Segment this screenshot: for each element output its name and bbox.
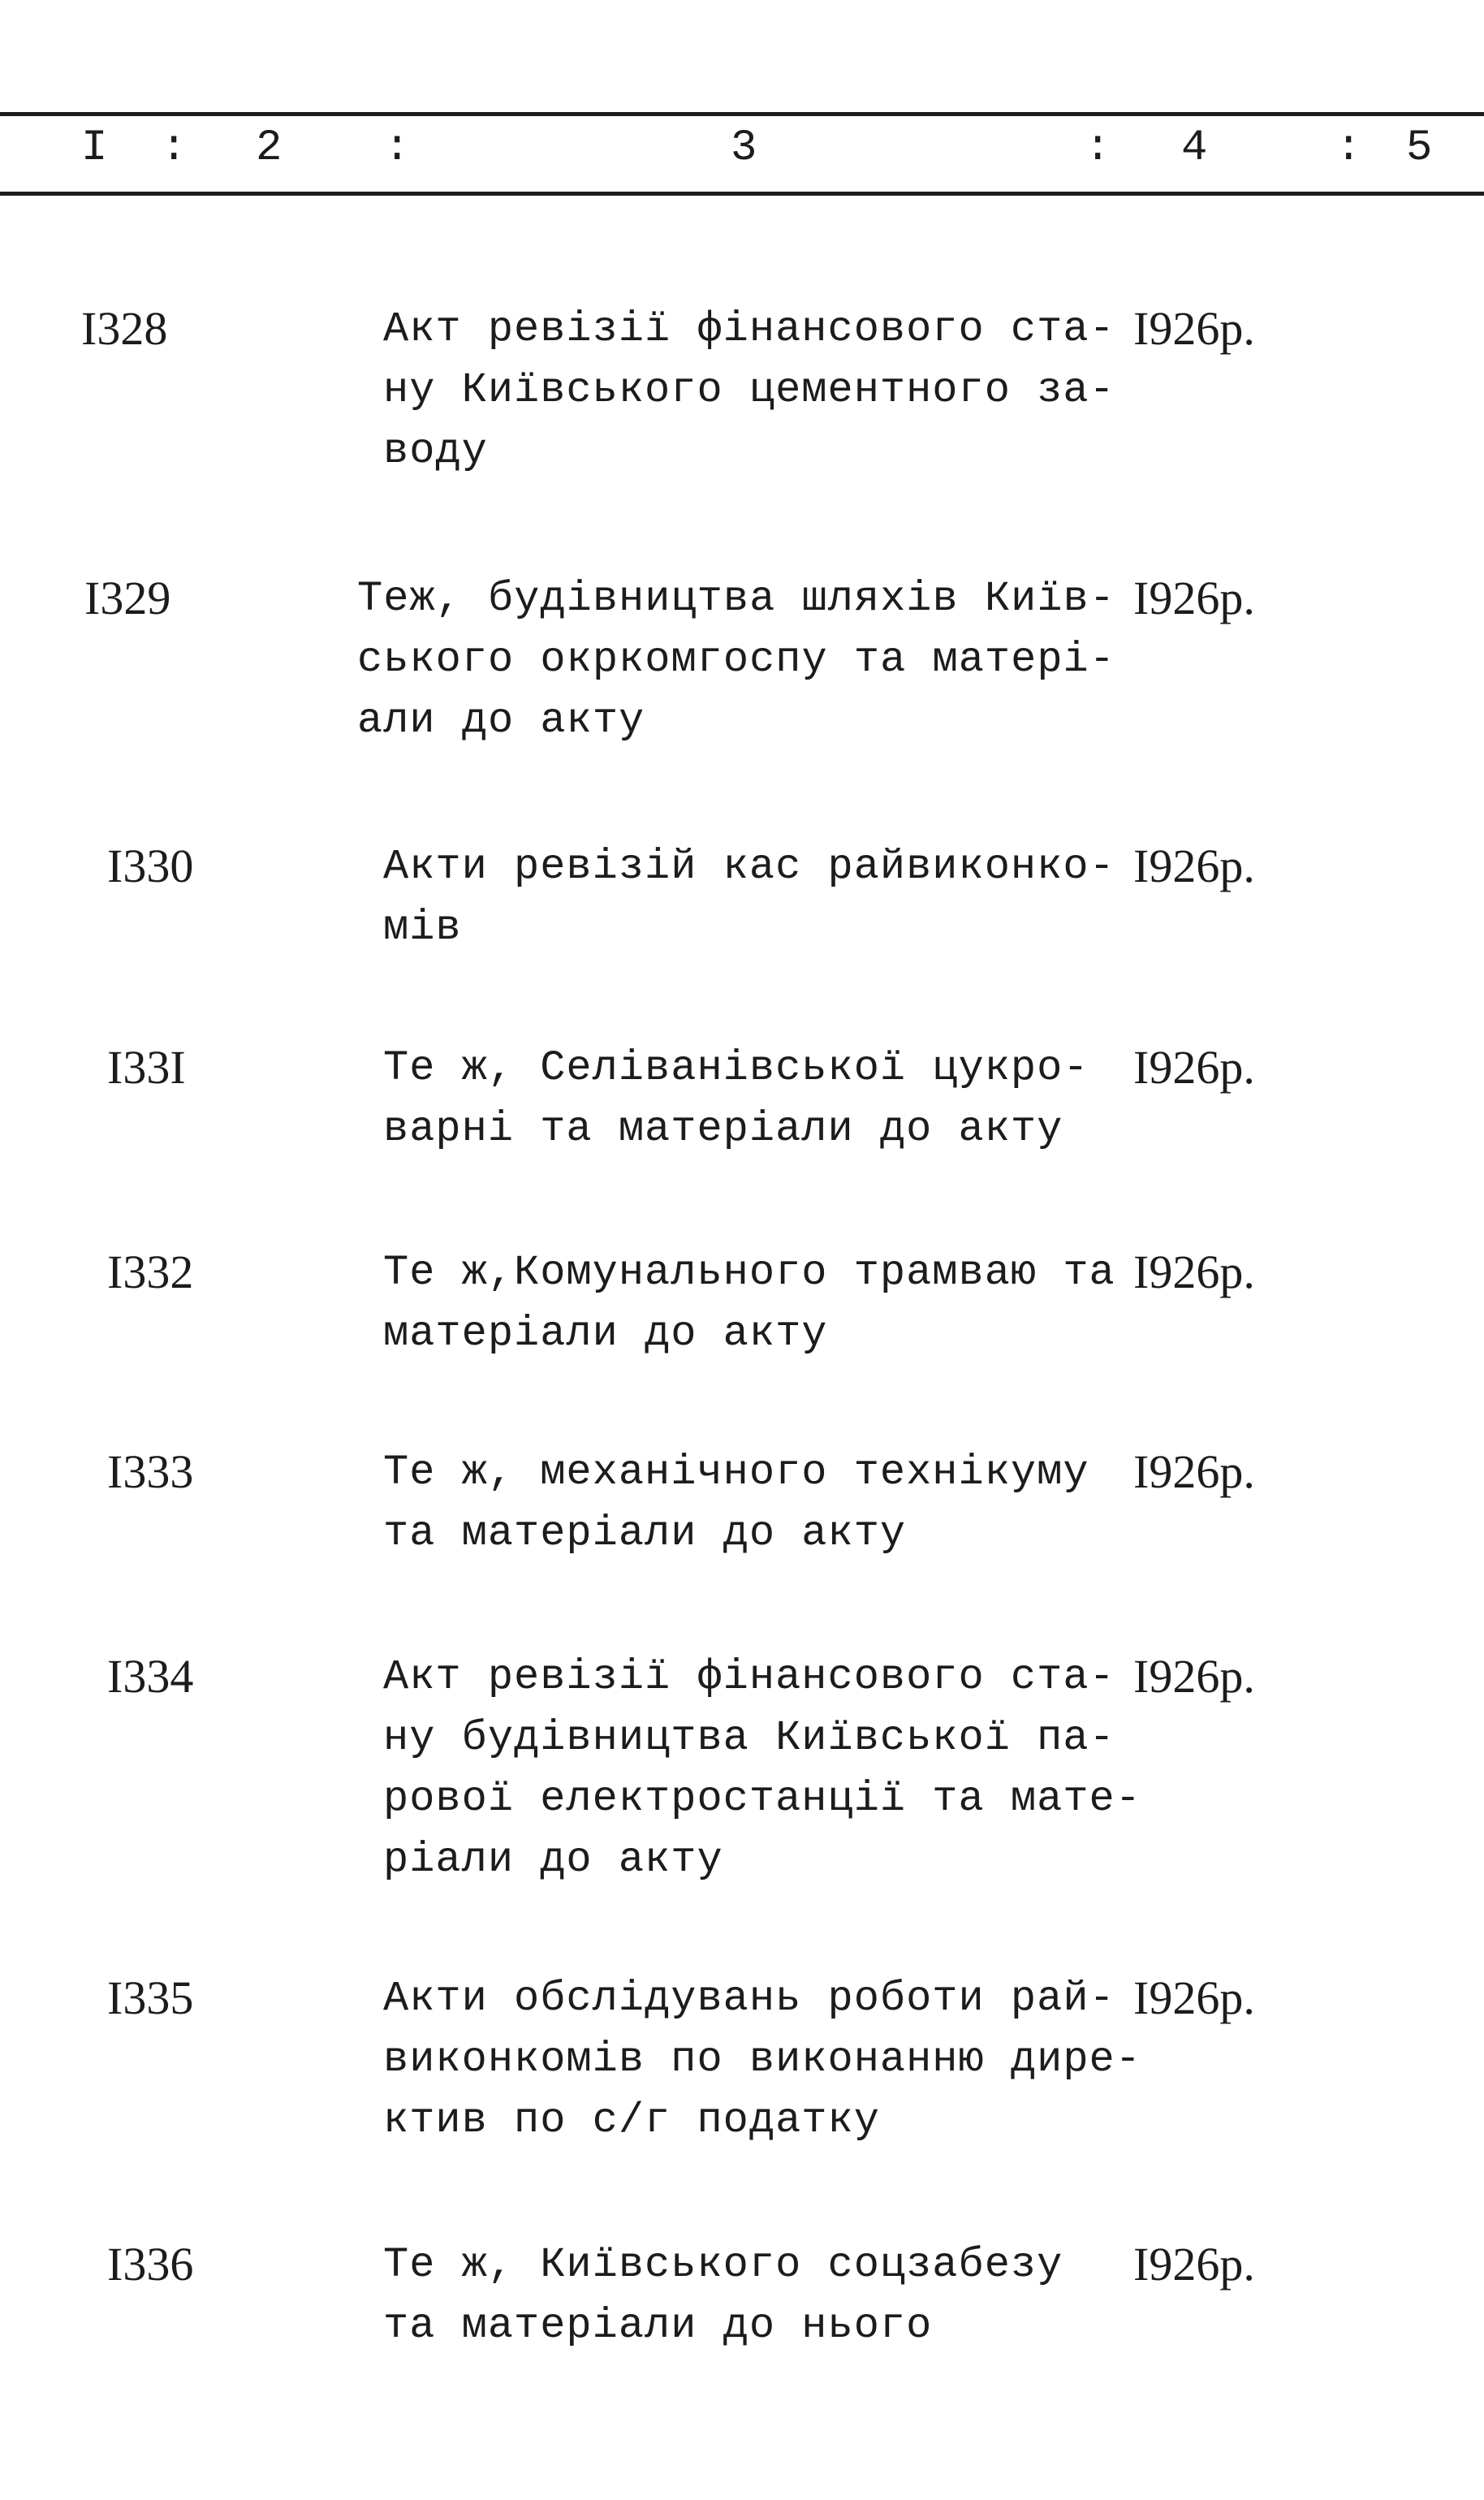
column-header-4: 4 [1181, 123, 1208, 173]
header-bottom-rule [0, 192, 1484, 196]
entry-number: I329 [84, 572, 171, 624]
description-line: виконкомів по виконанню дире- [383, 2036, 1141, 2083]
column-header-5: 5 [1406, 123, 1433, 173]
description-line: Акти ревізій кас райвиконко- [383, 843, 1115, 891]
column-separator: : [384, 123, 411, 173]
description-line: матеріали до акту [383, 1310, 828, 1358]
entry-date: I926р. [1133, 1041, 1255, 1094]
description-line: Акт ревізії фінансового ста- [383, 305, 1115, 353]
entry-description [383, 836, 1122, 958]
description-line: Теж, будівництва шляхів Київ- [357, 575, 1115, 623]
description-line: ктив по с/г податку [383, 2096, 880, 2144]
description-line: рової електростанції та мате- [383, 1775, 1141, 1823]
description-line: Акти обслідувань роботи рай- [383, 1975, 1115, 2023]
column-separator: : [1085, 123, 1111, 173]
entry-date: I926р. [1133, 2238, 1255, 2291]
entry-date: I926р. [1133, 302, 1255, 355]
description-line: ну будівництва Київської па- [383, 1714, 1115, 1762]
entry-number: I336 [107, 2238, 194, 2291]
entry-number: I332 [107, 1246, 194, 1298]
description-line: варні та матеріали до акту [383, 1105, 1063, 1153]
description-line: Те ж,Комунального трамваю та [383, 1249, 1115, 1297]
description-line: та матеріали до акту [383, 1509, 907, 1557]
entry-number: I330 [107, 840, 194, 892]
description-line: Те ж, Селіванівської цукро- [383, 1044, 1089, 1092]
column-header-3: 3 [731, 123, 757, 173]
description-line: ського окркомгоспу та матері- [357, 636, 1115, 684]
entry-date: I926р. [1133, 572, 1255, 624]
description-line: Те ж, механічного технікуму [383, 1449, 1089, 1496]
entry-date: I926р. [1133, 1445, 1255, 1498]
entry-description [383, 2234, 1122, 2356]
entry-number: I335 [107, 1971, 194, 2024]
entry-date: I926р. [1133, 1650, 1255, 1703]
description-line: Акт ревізії фінансового ста- [383, 1653, 1115, 1701]
entry-date: I926р. [1133, 1971, 1255, 2024]
description-line: воду [383, 427, 488, 475]
description-line: али до акту [357, 697, 645, 745]
description-line: Те ж, Київського соцзабезу [383, 2241, 1063, 2289]
entry-description [383, 1647, 1141, 1890]
column-separator: : [1335, 123, 1362, 173]
entry-number: I334 [107, 1650, 194, 1703]
description-line: ну Київського цементного за- [383, 366, 1115, 414]
description-line: мів [383, 904, 462, 952]
entry-description [383, 1038, 1122, 1159]
entry-description [357, 568, 1115, 751]
entry-number: I328 [81, 302, 168, 355]
entry-description [383, 1442, 1122, 1564]
entry-number: I333 [107, 1445, 194, 1498]
entry-description [383, 299, 1122, 481]
entry-number: I33I [107, 1041, 186, 1094]
entry-date: I926р. [1133, 1246, 1255, 1298]
column-header-1: I [81, 123, 108, 173]
column-header-2: 2 [256, 123, 283, 173]
entry-description [383, 1242, 1122, 1364]
column-separator: : [161, 123, 188, 173]
entry-description [383, 1968, 1141, 2151]
header-top-rule [0, 112, 1484, 116]
description-line: ріали до акту [383, 1836, 723, 1884]
description-line: та матеріали до нього [383, 2302, 933, 2350]
entry-date: I926р. [1133, 840, 1255, 892]
